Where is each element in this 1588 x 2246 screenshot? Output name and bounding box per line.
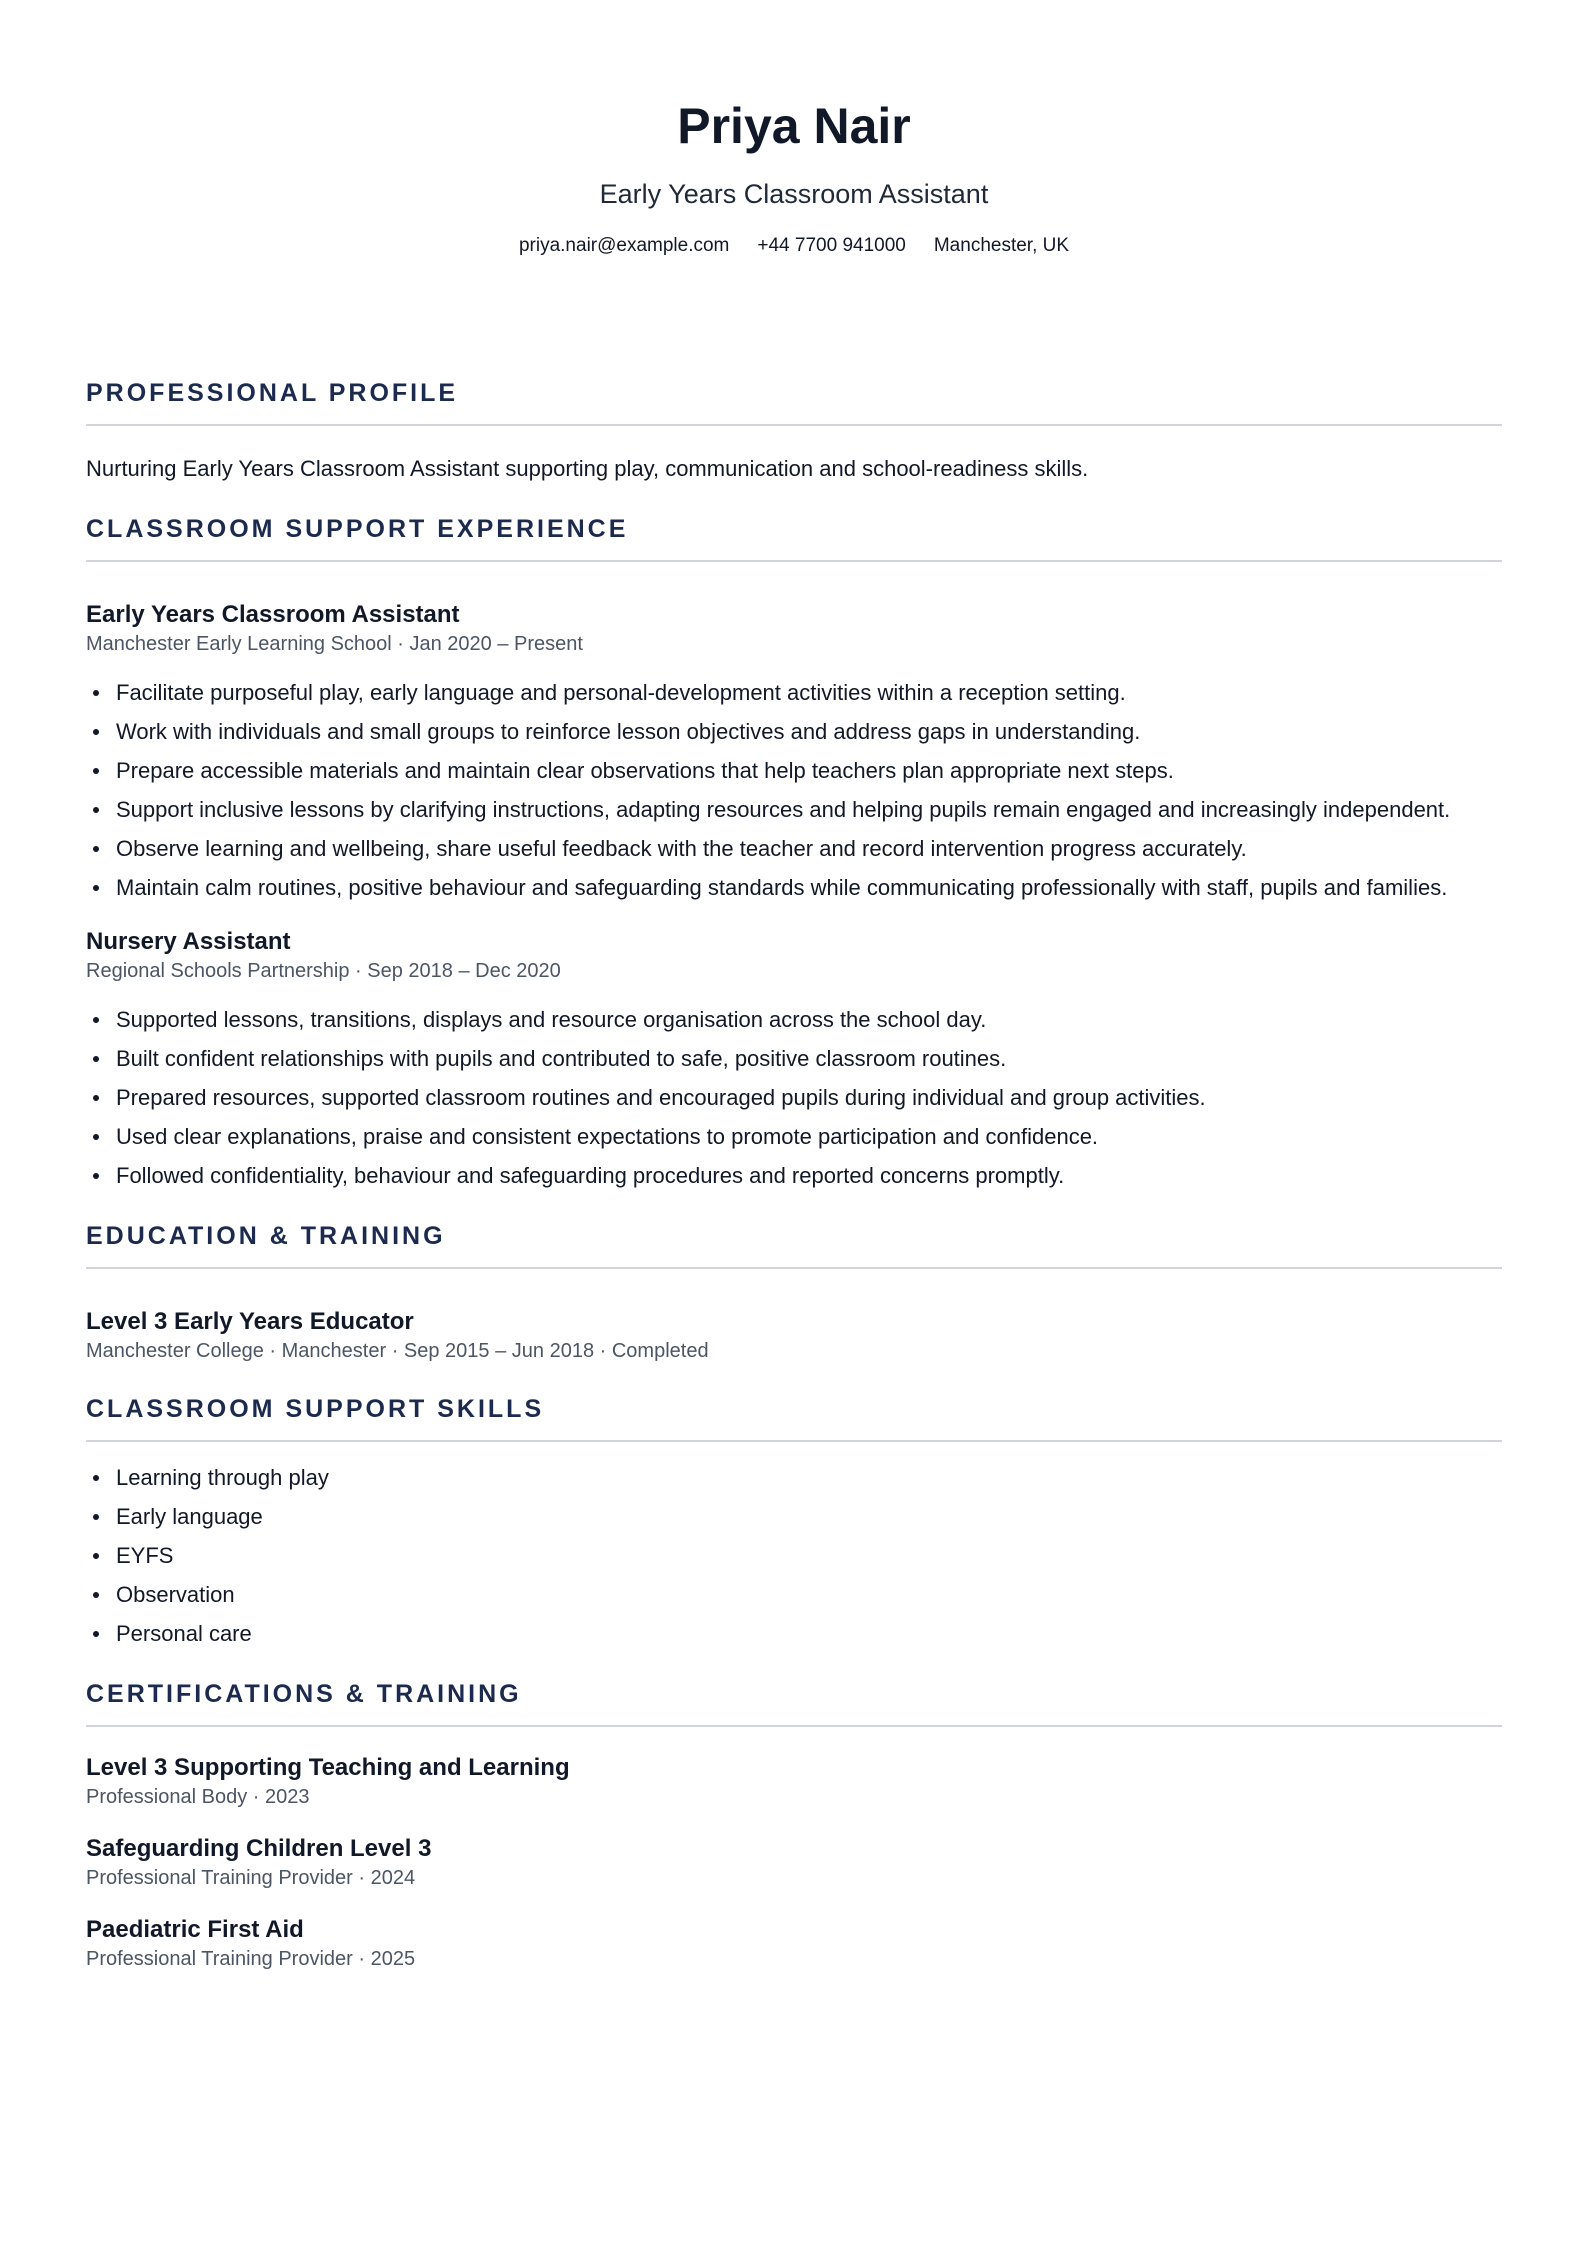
bullet-item: Used clear explanations, praise and consistent expectations to promote participation and confidence. bbox=[86, 1121, 1502, 1152]
bullet-item: Observe learning and wellbeing, share useful feedback with the teacher and record intervention progress accurately. bbox=[86, 833, 1502, 864]
job-title: Nursery Assistant bbox=[86, 928, 291, 955]
profile-section bbox=[86, 378, 1502, 484]
skill-item: Early language bbox=[86, 1501, 1502, 1532]
candidate-title: Early Years Classroom Assistant bbox=[599, 179, 989, 209]
bullet-item: Work with individuals and small groups to reinforce lesson objectives and address gaps in understanding. bbox=[86, 716, 1502, 747]
certification-entry bbox=[86, 1834, 1502, 1891]
candidate-name: Priya Nair bbox=[677, 98, 911, 154]
contact-location: Manchester, UK bbox=[933, 235, 1070, 256]
certification-title: Level 3 Supporting Teaching and Learning bbox=[86, 1754, 570, 1781]
certification-title: Safeguarding Children Level 3 bbox=[86, 1835, 432, 1862]
section-heading: CERTIFICATIONS & TRAINING bbox=[86, 1680, 522, 1708]
bullet-item: Facilitate purposeful play, early language and personal-development activities within a reception setting. bbox=[86, 677, 1502, 708]
job-bullets bbox=[86, 677, 1502, 903]
contact-email[interactable]: priya.nair@example.com bbox=[518, 235, 730, 256]
job-bullets bbox=[86, 1004, 1502, 1191]
section-heading: CLASSROOM SUPPORT SKILLS bbox=[86, 1395, 545, 1423]
skills-list bbox=[86, 1462, 1502, 1649]
job-meta: Manchester Early Learning School · Jan 2020 – Present bbox=[86, 633, 583, 655]
bullet-item: Prepare accessible materials and maintain clear observations that help teachers plan appropriate next steps. bbox=[86, 755, 1502, 786]
education-title: Level 3 Early Years Educator bbox=[86, 1308, 414, 1335]
skill-item: Observation bbox=[86, 1579, 1502, 1610]
certification-entry bbox=[86, 1753, 1502, 1810]
certification-entry bbox=[86, 1915, 1502, 1972]
certification-meta: Professional Body · 2023 bbox=[86, 1786, 310, 1808]
skill-item: Learning through play bbox=[86, 1462, 1502, 1493]
contact-phone[interactable]: +44 7700 941000 bbox=[757, 235, 906, 256]
profile-summary: Nurturing Early Years Classroom Assistant supporting play, communication and school-readiness skills. bbox=[86, 456, 1089, 481]
contact-line bbox=[86, 234, 1502, 258]
education-section bbox=[86, 1221, 1502, 1364]
job-title: Early Years Classroom Assistant bbox=[86, 601, 460, 628]
bullet-item: Built confident relationships with pupils and contributed to safe, positive classroom routines. bbox=[86, 1043, 1502, 1074]
bullet-item: Support inclusive lessons by clarifying instructions, adapting resources and helping pupils remain engaged and increasingly independent. bbox=[86, 794, 1502, 825]
job-entry bbox=[86, 600, 1502, 903]
bullet-item: Prepared resources, supported classroom routines and encouraged pupils during individual and group activities. bbox=[86, 1082, 1502, 1113]
job-meta: Regional Schools Partnership · Sep 2018 – Dec 2020 bbox=[86, 960, 561, 982]
bullet-item: Supported lessons, transitions, displays and resource organisation across the school day. bbox=[86, 1004, 1502, 1035]
section-divider bbox=[86, 1440, 1502, 1442]
section-divider bbox=[86, 424, 1502, 426]
section-heading: PROFESSIONAL PROFILE bbox=[86, 379, 459, 407]
certification-meta: Professional Training Provider · 2024 bbox=[86, 1867, 416, 1889]
resume-header bbox=[86, 0, 1502, 258]
section-heading: CLASSROOM SUPPORT EXPERIENCE bbox=[86, 515, 629, 543]
bullet-item: Followed confidentiality, behaviour and safeguarding procedures and reported concerns promptly. bbox=[86, 1160, 1502, 1191]
skill-item: EYFS bbox=[86, 1540, 1502, 1571]
section-divider bbox=[86, 560, 1502, 562]
certifications-section bbox=[86, 1679, 1502, 1972]
certification-meta: Professional Training Provider · 2025 bbox=[86, 1948, 416, 1970]
education-meta: Manchester College · Manchester · Sep 2015 – Jun 2018 · Completed bbox=[86, 1340, 709, 1362]
section-divider bbox=[86, 1725, 1502, 1727]
certification-title: Paediatric First Aid bbox=[86, 1916, 304, 1943]
experience-section bbox=[86, 514, 1502, 1191]
education-entry bbox=[86, 1307, 1502, 1364]
section-divider bbox=[86, 1267, 1502, 1269]
job-entry bbox=[86, 927, 1502, 1191]
section-heading: EDUCATION & TRAINING bbox=[86, 1222, 446, 1250]
bullet-item: Maintain calm routines, positive behaviour and safeguarding standards while communicating professionally with staff, pupils and families. bbox=[86, 872, 1502, 903]
skill-item: Personal care bbox=[86, 1618, 1502, 1649]
skills-section bbox=[86, 1394, 1502, 1649]
